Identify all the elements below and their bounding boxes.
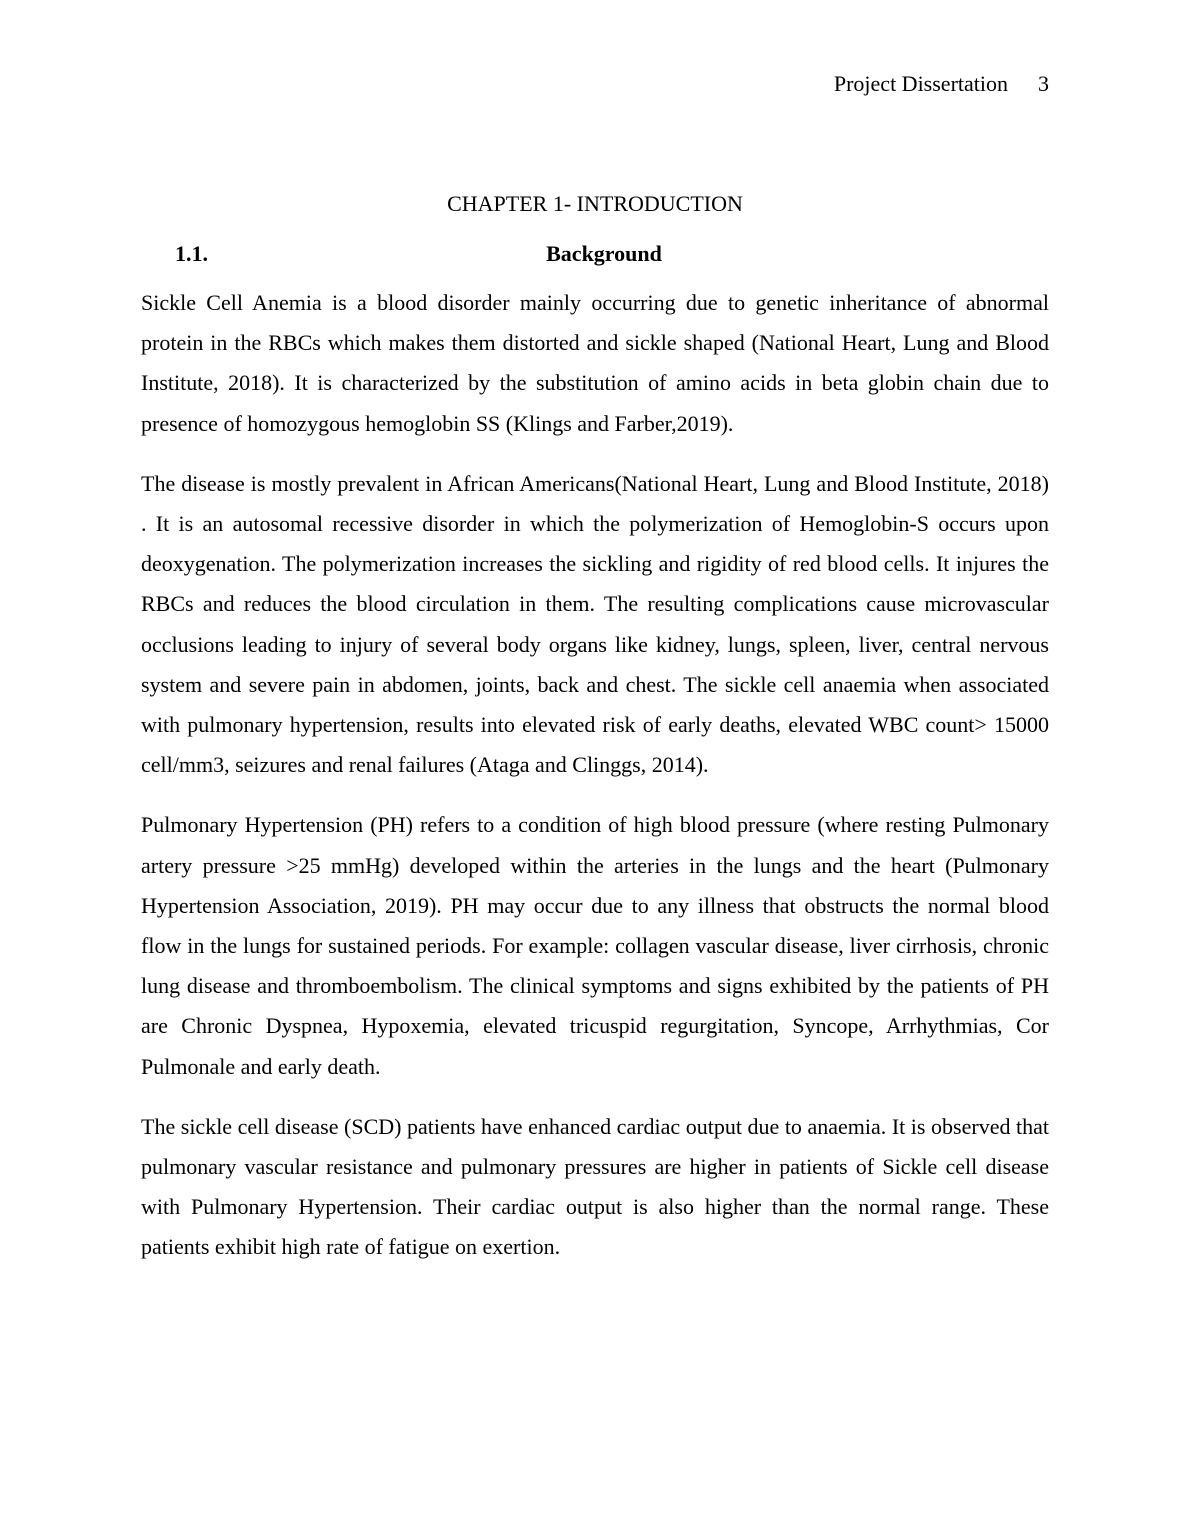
page-number: 3 — [1038, 71, 1049, 96]
paragraph: The disease is mostly prevalent in African Americans(National Heart, Lung and Blood Institute, 2018) . It is an autosomal recessive disorder in which the polymerization of Hemoglobin-S occurs upon deoxygenation. The polymerization increases the sickling and rigidity of red blood cells. It injures the RBCs and reduces the blood circulation in them. The resulting complications cause microvascular occlusions leading to injury of several body organs like kidney, lungs, spleen, liver, central nervous system and severe pain in abdomen, joints, back and chest. The sickle cell anaemia when associated with pulmonary hypertension, results into elevated risk of early deaths, elevated WBC count> 15000 cell/mm3, seizures and renal failures (Ataga and Clinggs, 2014). — [141, 470, 1049, 778]
body-text — [141, 283, 1049, 1288]
section-title: Background — [546, 241, 662, 266]
running-header — [834, 70, 1049, 98]
paragraph: Pulmonary Hypertension (PH) refers to a condition of high blood pressure (where resting Pulmonary artery pressure >25 mmHg) developed within the arteries in the lungs and the heart (Pulmonary Hypertension Association, 2019). PH may occur due to any illness that obstructs the normal blood flow in the lungs for sustained periods. For example: collagen vascular disease, liver cirrhosis, chronic lung disease and thromboembolism. The clinical symptoms and signs exhibited by the patients of PH are Chronic Dyspnea, Hypoxemia, elevated tricuspid regurgitation, Syncope, Arrhythmias, Cor Pulmonale and early death. — [141, 812, 1049, 1079]
paragraph: Sickle Cell Anemia is a blood disorder mainly occurring due to genetic inheritance of abnormal protein in the RBCs which makes them distorted and sickle shaped (National Heart, Lung and Blood Institute, 2018). It is characterized by the substitution of amino acids in beta globin chain due to presence of homozygous hemoglobin SS (Klings and Farber,2019). — [141, 290, 1049, 436]
header-title: Project Dissertation — [833, 71, 1008, 96]
section-number: 1.1. — [175, 241, 208, 266]
paragraph: The sickle cell disease (SCD) patients have enhanced cardiac output due to anaemia. It is observed that pulmonary vascular resistance and pulmonary pressures are higher in patients of Sickle cell disease with Pulmonary Hypertension. Their cardiac output is also higher than the normal range. These patients exhibit high rate of fatigue on exertion. — [141, 1113, 1049, 1260]
chapter-title: CHAPTER 1- INTRODUCTION — [447, 191, 743, 216]
